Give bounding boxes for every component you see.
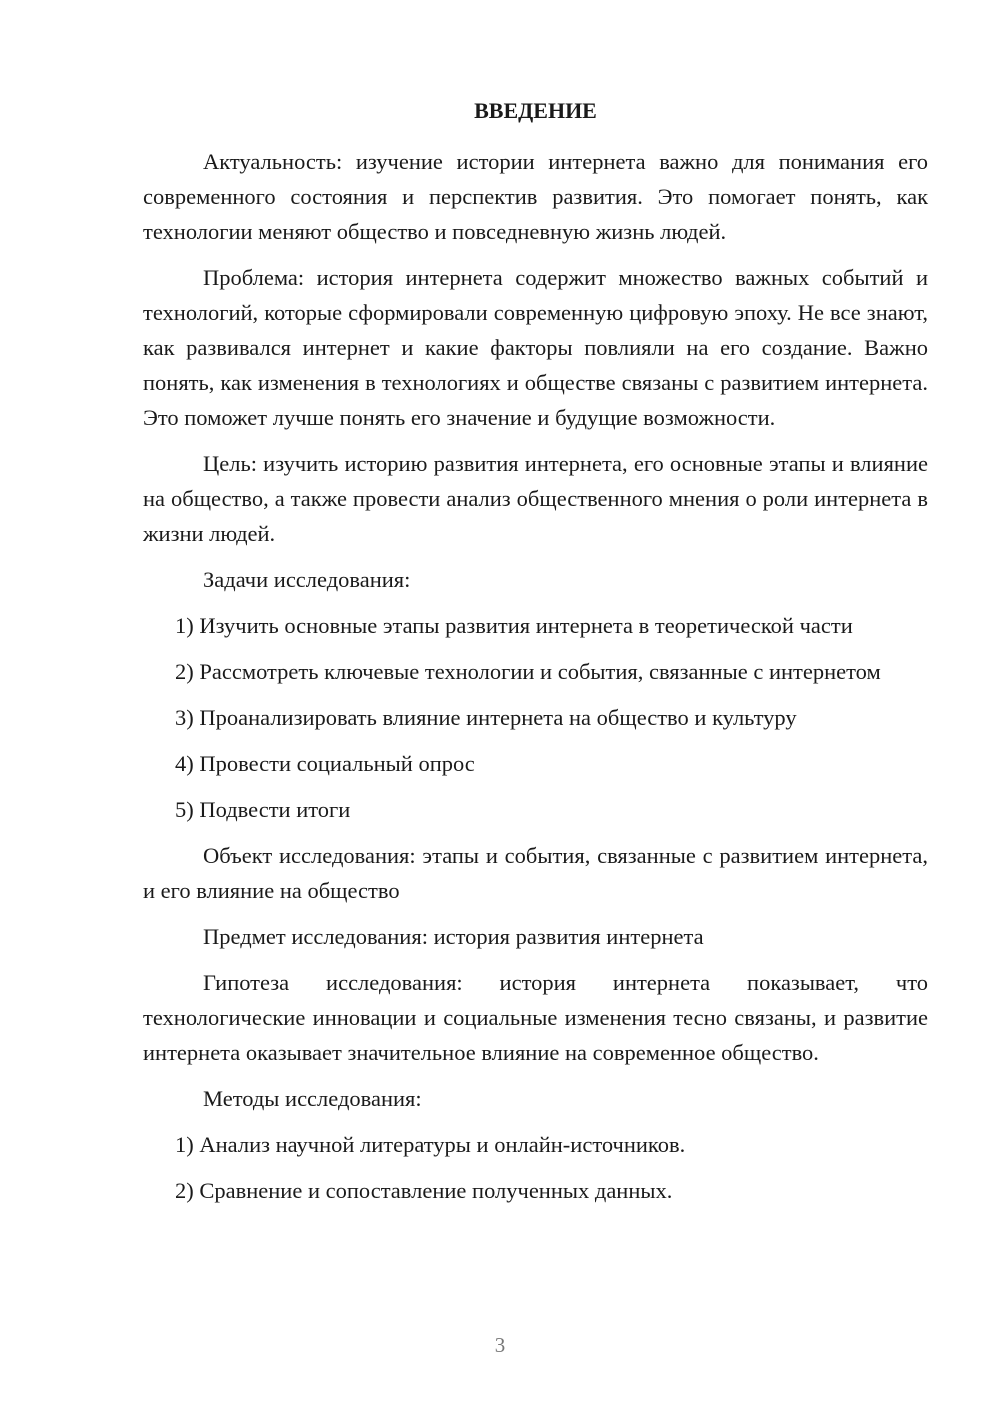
methods-heading: Методы исследования: [203,1086,422,1111]
tasks-heading: Задачи исследования: [203,567,411,592]
method-item-1: 1) Анализ научной литературы и онлайн-источников. [175,1132,686,1157]
document-page [143,94,928,1219]
section-title: ВВЕДЕНИЕ [474,98,597,123]
paragraph-goal: Цель: изучить историю развития интернета, его основные этапы и влияние на общество, а также провести анализ общественного мнения о роли интернета в жизни людей. [143,451,928,546]
paragraph-object: Объект исследования: этапы и события, связанные с развитием интернета, и его влияние на общество [143,843,928,903]
page-number: 3 [494,1333,506,1357]
paragraph-problem: Проблема: история интернета содержит множество важных событий и технологий, которые сформировали современную цифровую эпоху. Не все знают, как развивался интернет и какие факторы повлияли на его создание. Важно понять, как изменения в технологиях и обществе связаны с развитием интернета. Это поможет лучше понять его значение и будущие возможности. [143,265,928,430]
paragraph-hypothesis: Гипотеза исследования: история интернета показывает, что технологические инновации и социальные изменения тесно связаны, и развитие интернета оказывает значительное влияние на современное общество. [143,970,928,1065]
paragraph-relevance: Актуальность: изучение истории интернета важно для понимания его современного состояния и перспектив развития. Это помогает понять, как технологии меняют общество и повседневную жизнь людей. [143,149,928,244]
method-item-2: 2) Сравнение и сопоставление полученных данных. [175,1178,673,1203]
task-item-3: 3) Проанализировать влияние интернета на общество и культуру [175,705,797,730]
paragraph-subject: Предмет исследования: история развития интернета [203,924,704,949]
task-item-2: 2) Рассмотреть ключевые технологии и события, связанные с интернетом [175,659,881,684]
task-item-5: 5) Подвести итоги [175,797,351,822]
task-item-4: 4) Провести социальный опрос [175,751,475,776]
task-item-1: 1) Изучить основные этапы развития интернета в теоретической части [175,613,853,638]
